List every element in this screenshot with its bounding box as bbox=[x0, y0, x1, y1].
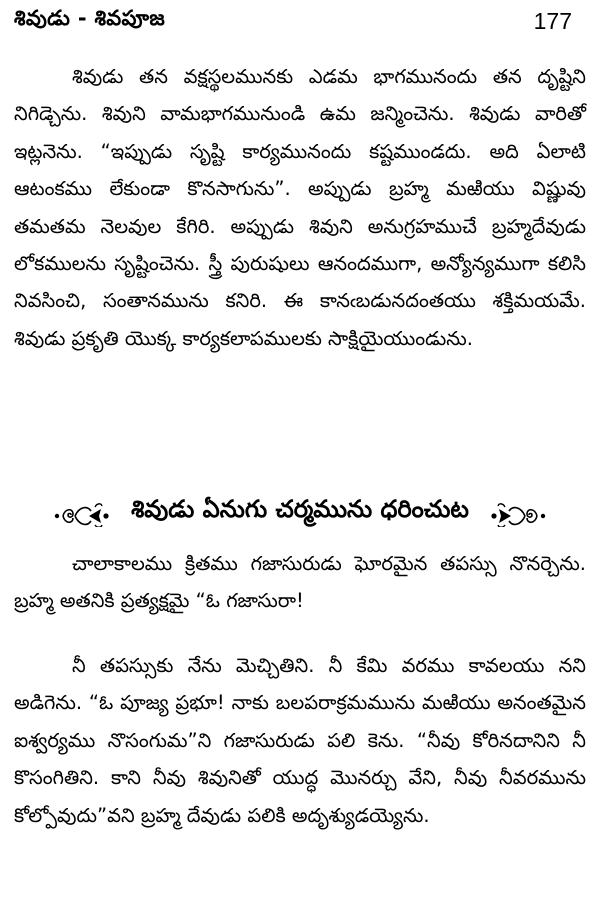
section-heading bbox=[0, 490, 600, 534]
floral-ornament-left-icon bbox=[51, 497, 113, 527]
floral-ornament-right-icon bbox=[487, 497, 549, 527]
section-heading-text: శివుడు ఏనుగు చర్మమును ధరించుట bbox=[131, 495, 469, 523]
body-paragraph-1: శివుడు తన వక్షస్థలమునకు ఎడమ భాగమునందు తన దృష్టిని నిగిడ్చెను. శివుని వామభాగమునుండి ఉమ జన్మించెను. శివుడు వారితో ఇట్లనెను. “ఇప్పుడు సృష్టి కార్యమునందు కష్టముండదు. అది ఏలాటి ఆటంకము లేకుండా కొనసాగును”. అప్పుడు బ్రహ్మ మఱియు విష్ణువు తమతమ నెలవుల కేగిరి. అప్పుడు శివుని అనుగ్రహముచే బ్రహ్మదేవుడు లోకములను సృష్టించెను. స్త్రీ పురుషులు ఆనందముగా, అన్యోన్యముగా కలిసి నివసించి, సంతానమును కనిరి. ఈ కానఁబడునదంతయు శక్తిమయమే. శివుడు ప్రకృతి యొక్క కార్యకలాపములకు సాక్షియైయుండును. bbox=[14, 65, 586, 350]
body-paragraph-2: చాలాకాలము క్రితము గజాసురుడు ఘోరమైన తపస్సు నొనర్చెను. బ్రహ్మ అతనికి ప్రత్యక్షమై “ఓ గజాసురా! bbox=[14, 552, 586, 613]
page-number: 177 bbox=[533, 7, 572, 34]
running-head: శివుడు - శివపూజ bbox=[14, 6, 165, 30]
body-paragraph-3: నీ తపస్సుకు నేను మెచ్చితిని. నీ కేమి వరము కావలయు నని అడిగెను. “ఓ పూజ్య ప్రభూ! నాకు బలపరాక్రమమును మఱియు అనంతమైన ఐశ్వర్యము నొసంగుమ”ని గజాసురుడు పలి కెను. “నీవు కోరినదానిని నీ కొసంగితిని. కాని నీవు శివునితో యుద్ధ మొనర్చు వేని, నీవు నీవరమును కోల్పోవుదు”వని బ్రహ్మ దేవుడు పలికి అదృశ్యుడయ్యెను. bbox=[14, 654, 586, 827]
page-header bbox=[14, 4, 572, 38]
